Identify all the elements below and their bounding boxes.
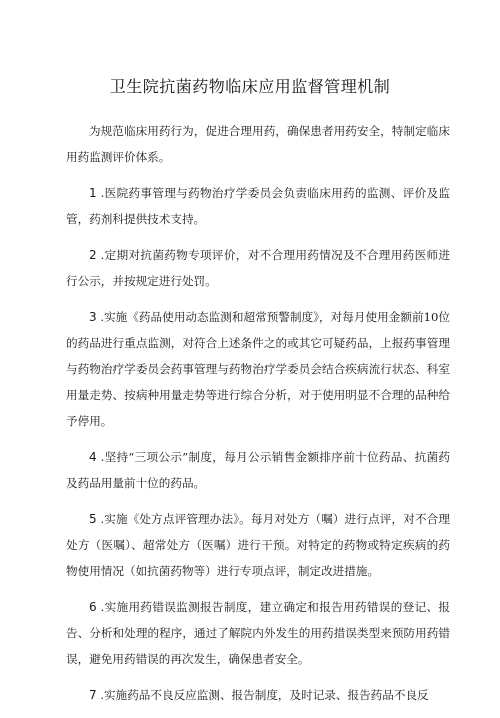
- paragraph-item-5: [66, 506, 450, 584]
- paragraph-item-6: [66, 594, 450, 672]
- paragraph-text: .实施《处方点评管理办法》。每月对处方（嘱）进行点评，对不合理处方（医嘱）、超常处方（医嘱）进行干预。对特定的药物或特定疾病的药物使用情况（如抗菌药物等）进行专项点评，制定改进措施。: [66, 512, 450, 578]
- paragraph-item-7: [66, 682, 450, 708]
- paragraph-text: 为规范临床用药行为，促进合理用药，确保患者用药安全，特制定临床用药监测评价体系。: [66, 124, 450, 164]
- paragraph-text: .定期对抗菌药物专项评价，对不合理用药情况及不合理用药医师进行公示，并按规定进行处罚。: [66, 248, 450, 288]
- paragraph-text: .实施《药品使用动态监测和超常预警制度》，对每月使用金额前10位的药品进行重点监测，对符合上述条件之的或其它可疑药品，上报药事管理与药物治疗学委员会药事管理与药物治疗学委员会结合疾病流行状态、科室用量走势、按病种用量走势等进行综合分析，对于使用明显不合理的品种给予停用。: [66, 310, 450, 428]
- paragraph-text: .坚持“三项公示”制度，每月公示销售金额排序前十位药品、抗菌药及药品用量前十位的药品。: [66, 450, 450, 490]
- document-title: 卫生院抗菌药物临床应用监督管理机制: [109, 77, 391, 96]
- paragraph-number: 3: [89, 310, 97, 324]
- paragraph-number: 6: [89, 600, 97, 614]
- paragraph-text: .实施用药错误监测报告制度，建立确定和报告用药错误的登记、报告、分析和处理的程序，通过了解院内外发生的用药措误类型来预防用药错误，避免用药错误的再次发生，确保患者安全。: [66, 600, 450, 666]
- document-body: [66, 118, 450, 718]
- paragraph-number: 5: [89, 512, 97, 526]
- paragraph-item-2: [66, 242, 450, 294]
- paragraph-item-4: [66, 444, 450, 496]
- paragraph-number: 1: [89, 186, 97, 200]
- paragraph-text: .实施药品不良反应监测、报告制度，及时记录、报告药品不良反: [96, 688, 429, 702]
- paragraph-number: 4: [89, 450, 97, 464]
- paragraph-item-1: [66, 180, 450, 232]
- paragraph-number: 2: [89, 248, 97, 262]
- paragraph-item-3: [66, 304, 450, 434]
- paragraph-text: .医院药事管理与药物治疗学委员会负责临床用药的监测、评价及监管，药剂科提供技术支持。: [66, 186, 450, 226]
- paragraph-intro: [66, 118, 450, 170]
- paragraph-number: 7: [89, 688, 97, 702]
